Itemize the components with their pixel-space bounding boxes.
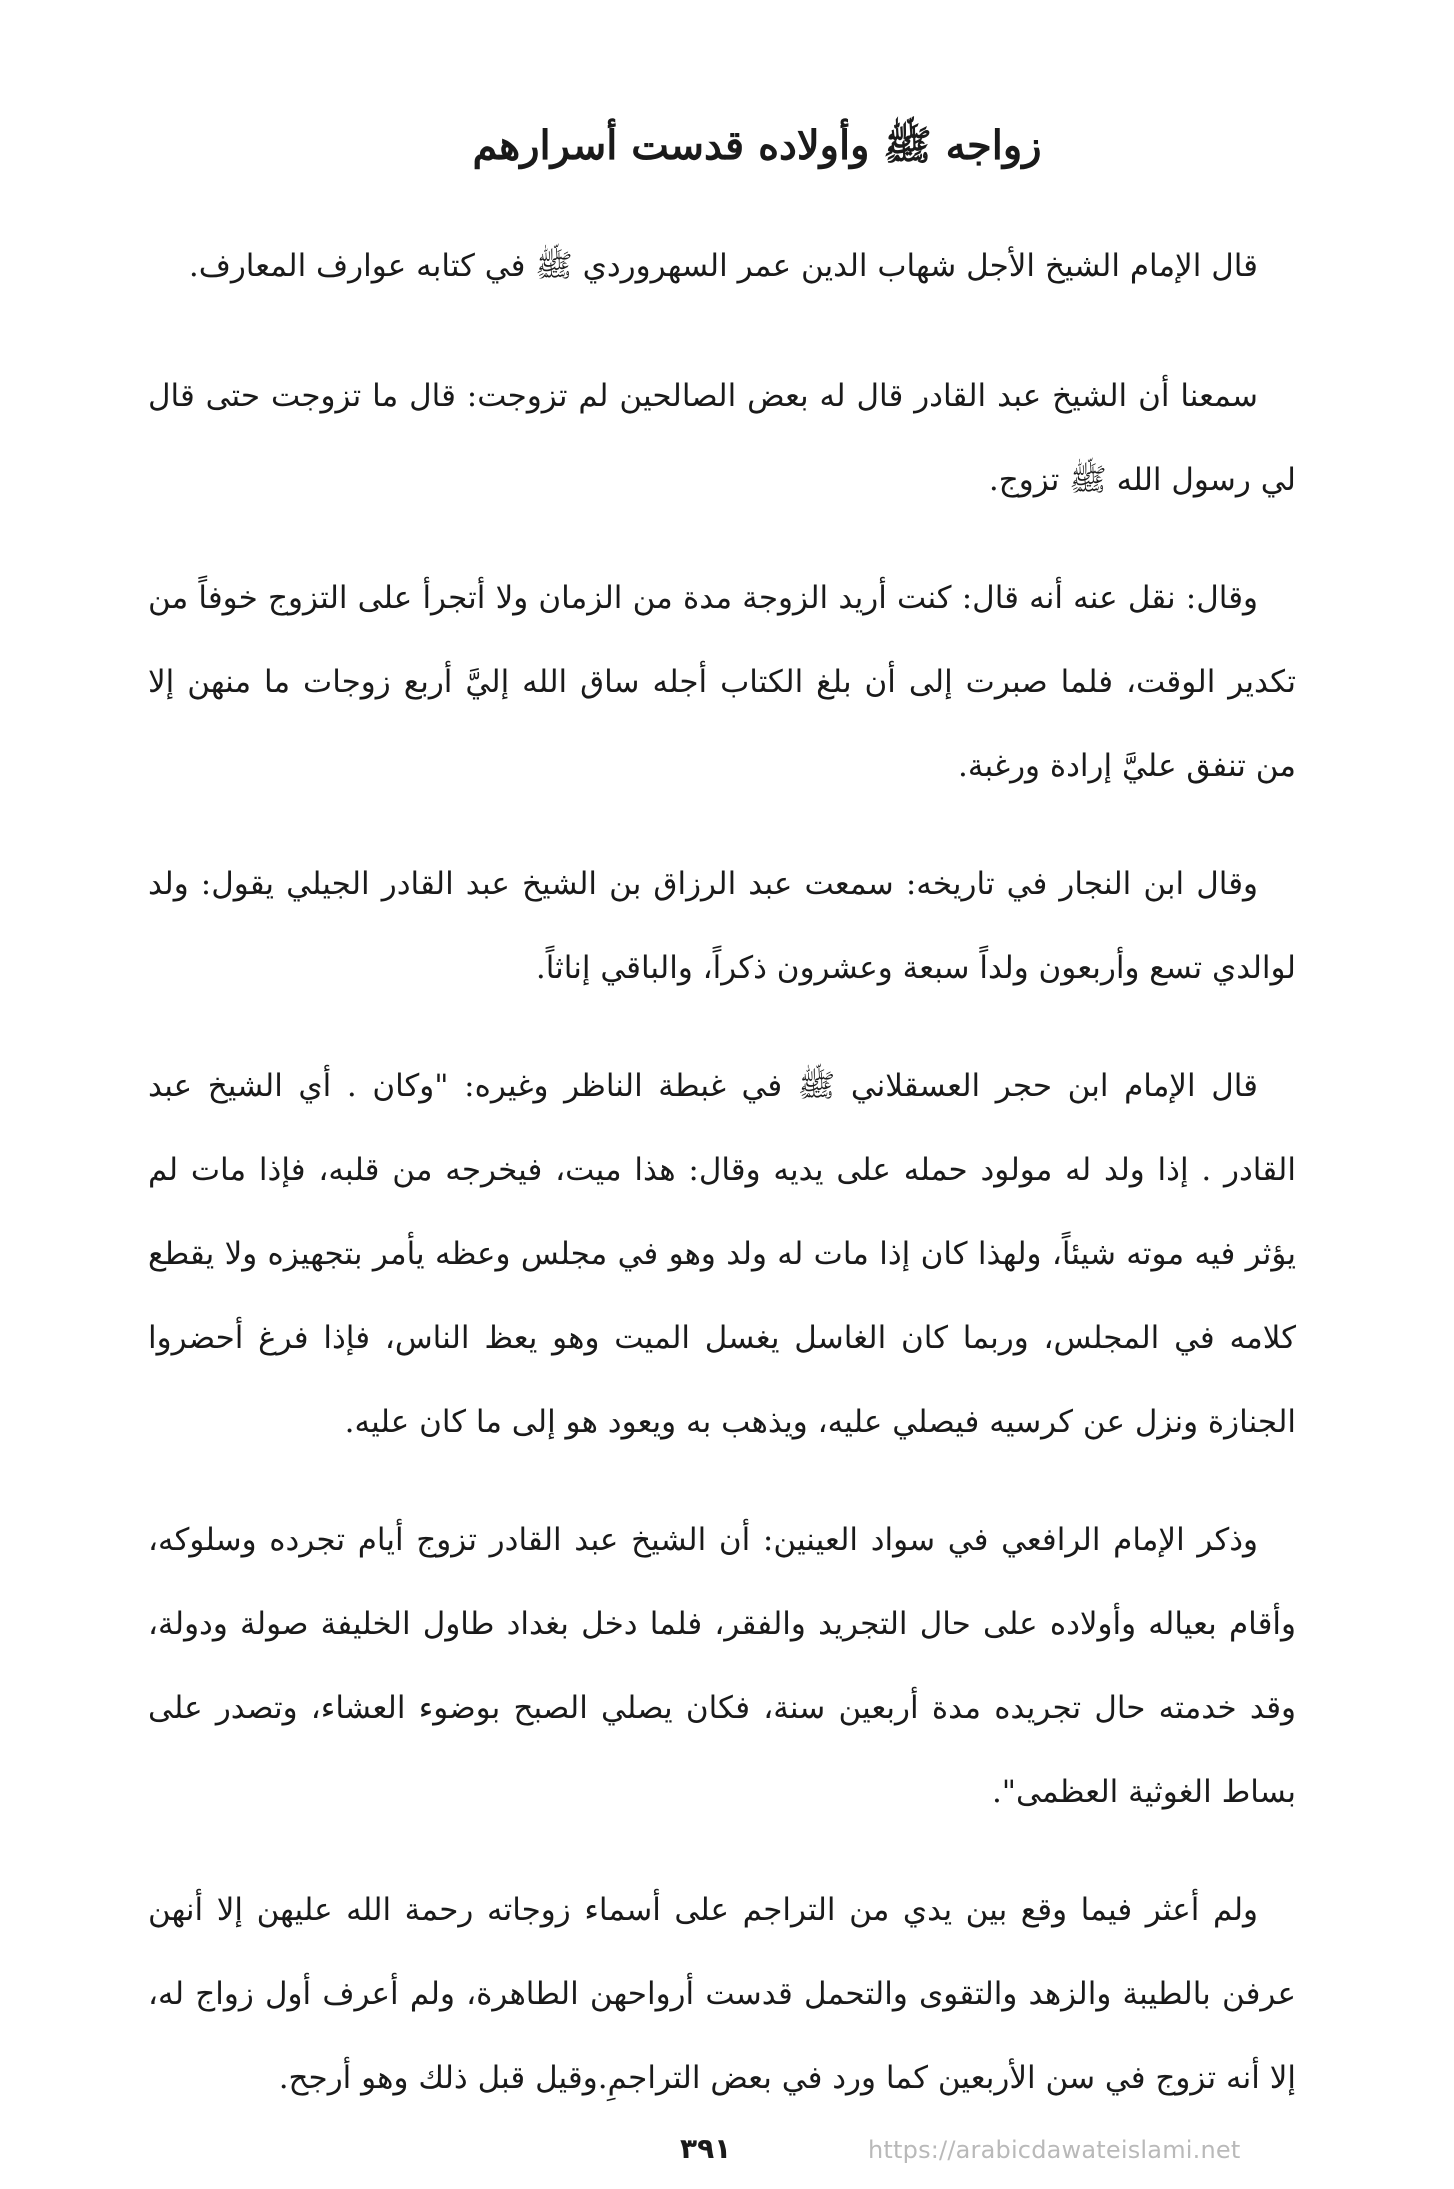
page-title: زواجه ﷺ وأولاده قدست أسرارهم (472, 122, 1042, 169)
paragraph-4: وقال ابن النجار في تاريخه: سمعت عبد الرزاق بن الشيخ عبد القادر الجيلي يقول: ولد لوالدي تسع وأربعون ولداً سبعة وعشرون ذكراً، والباقي إناثاً. (148, 866, 1296, 986)
watermark-url: https://arabicdawateislami.net (868, 2136, 1241, 2164)
page-number: ٣٩١ (680, 2132, 732, 2165)
paragraph-7: ولم أعثر فيما وقع بين يدي من التراجم على أسماء زوجاته رحمة الله عليهن إلا أنهن عرفن بالطيبة والزهد والتقوى والتحمل قدست أرواحهن الطاهرة، ولم أعرف أول زواج له، إلا أنه تزوج في سن الأربعين كما ورد في بعض التراجمِ.وقيل قبل ذلك وهو أرجح. (148, 1892, 1296, 2096)
paragraph-1: قال الإمام الشيخ الأجل شهاب الدين عمر السهروردي ﷺ في كتابه عوارف المعارف. (188, 248, 1258, 284)
paragraph-3: وقال: نقل عنه أنه قال: كنت أريد الزوجة مدة من الزمان ولا أتجرأ على التزوج خوفاً من تكدير الوقت، فلما صبرت إلى أن بلغ الكتاب أجله ساق الله إليَّ أربع زوجات ما منهن إلا من تنفق عليَّ إرادة ورغبة. (148, 580, 1296, 784)
paragraph-5: قال الإمام ابن حجر العسقلاني ﷺ في غبطة الناظر وغيره: "وكان . أي الشيخ عبد القادر . إذا ولد له مولود حمله على يديه وقال: هذا ميت، فيخرجه من قلبه، فإذا مات لم يؤثر فيه موته شيئاً، ولهذا كان إذا مات له ولد وهو في مجلس وعظه يأمر بتجهيزه ولا يقطع كلامه في المجلس، وربما كان الغاسل يغسل الميت وهو يعظ الناس، فإذا فرغ أحضروا الجنازة ونزل عن كرسيه فيصلي عليه، ويذهب به ويعود هو إلى ما كان عليه. (148, 1068, 1296, 1440)
page-footer (0, 2132, 1454, 2172)
paragraph-2: سمعنا أن الشيخ عبد القادر قال له بعض الصالحين لم تزوجت: قال ما تزوجت حتى قال لي رسول الله ﷺ تزوج. (148, 378, 1296, 498)
paragraph-6: وذكر الإمام الرافعي في سواد العينين: أن الشيخ عبد القادر تزوج أيام تجرده وسلوكه، وأقام بعياله وأولاده على حال التجريد والفقر، فلما دخل بغداد طاول الخليفة صولة ودولة، وقد خدمته حال تجريده مدة أربعين سنة، فكان يصلي الصبح بوضوء العشاء، وتصدر على بساط الغوثية العظمى". (148, 1522, 1296, 1810)
